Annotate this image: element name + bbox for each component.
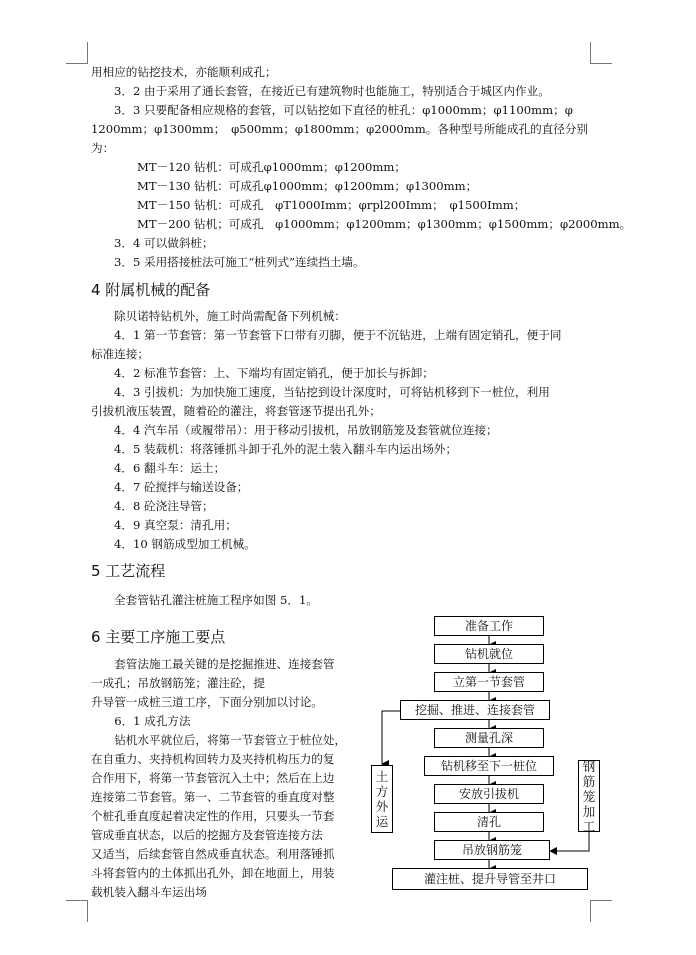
flow-step: 立第一节套管	[434, 672, 544, 692]
list-item: 4．4 汽车吊（或履带吊）：用于移动引拔机，吊放钢筋笼及套管就位连接；	[114, 423, 498, 437]
flow-step: 清孔	[434, 812, 544, 832]
section-heading-5: 5 工艺流程	[91, 562, 166, 580]
body-line: 全套管钻孔灌注桩施工程序如图 5．1。	[114, 593, 318, 607]
section-heading-6: 6 主要工序施工要点	[91, 628, 226, 646]
body-line: 套管法施工最关键的是挖掘推进、连接套管	[91, 657, 335, 671]
flow-side-box-cage	[578, 760, 600, 832]
side-char: 筋	[582, 773, 596, 789]
body-line: 1200mm；φ1300mm； φ500mm；φ1800mm；φ2000mm。各种型号所能成孔的直径分别	[91, 122, 589, 136]
body-line: 用相应的钻挖技术，亦能顺利成孔；	[91, 65, 277, 79]
body-line: 3．2 由于采用了通长套管，在接近已有建筑物时也能施工，特别适合于城区内作业。	[114, 84, 550, 98]
flow-step: 钻机移至下一桩位	[424, 756, 554, 776]
mt-line: MT－120 钻机：可成孔φ1000mm；φ1200mm；	[137, 160, 406, 174]
body-line: 在自重力、夹持机构回转力及夹持机构压力的复	[91, 752, 335, 766]
section-heading-4: 4 附属机械的配备	[91, 281, 211, 299]
side-char: 土	[375, 769, 389, 784]
body-line: 又适当，后续套管自然成垂直状态。利用落锤抓	[91, 847, 335, 861]
body-line: 3．3 只要配备相应规格的套管，可以钻挖如下直径的桩孔：φ1000mm；φ1100mm；φ	[114, 103, 573, 117]
side-char: 笼	[582, 788, 596, 804]
body-line: 升导管一成桩三道工序，下面分别加以讨论。	[91, 695, 323, 709]
body-line: 连接第二节套管。第一、二节套管的垂直度对整	[91, 790, 335, 804]
flow-arrow	[550, 832, 589, 851]
flow-step: 测量孔深	[434, 728, 544, 748]
list-item: 4．9 真空泵：清孔用；	[114, 518, 237, 532]
body-line: 为：	[91, 141, 115, 155]
side-char: 工	[582, 818, 596, 834]
side-char: 加	[582, 803, 596, 819]
side-char: 外	[375, 799, 389, 814]
body-line: 合作用下，将第一节套管沉入土中；然后在上边	[91, 771, 335, 785]
body-line: 钻机水平就位后，将第一节套管立于桩位处，	[91, 733, 347, 747]
flow-step: 钻机就位	[434, 644, 544, 664]
side-char: 方	[375, 784, 389, 799]
body-line: 载机装入翻斗车运出场	[91, 885, 207, 899]
list-item: 4．6 翻斗车：运土；	[114, 461, 226, 475]
body-line: 一成孔；吊放钢筋笼；灌注砼，提	[91, 676, 265, 690]
side-char: 运	[375, 814, 389, 829]
mt-line: MT－150 钻机：可成孔 φT1000Imm；φrpl200Imm； φ1500Imm；	[137, 198, 526, 212]
side-char: 钢	[582, 758, 596, 774]
flow-step: 准备工作	[434, 616, 544, 636]
list-item: 4．8 砼浇注导管；	[114, 499, 214, 513]
list-item-cont: 引拔机液压装置，随着砼的灌注，将套管逐节提出孔外；	[91, 404, 381, 418]
list-item: 4．7 砼搅拌与输送设备；	[114, 480, 249, 494]
mt-line: MT－130 钻机：可成孔φ1000mm；φ1200mm；φ1300mm；	[137, 179, 478, 193]
flow-step: 安放引拔机	[434, 784, 544, 804]
flow-step: 灌注桩、提升导管至井口	[392, 868, 588, 890]
flow-step: 吊放钢筋笼	[434, 840, 550, 860]
body-line: 6．1 成孔方法	[91, 714, 191, 728]
list-item-cont: 标准连接；	[91, 347, 149, 361]
flow-side-box-soil	[371, 765, 393, 833]
body-line: 个桩孔垂直度起着决定性的作用，只要头一节套	[91, 809, 335, 823]
list-item: 4．2 标准节套管：上、下端均有固定销孔，便于加长与拆卸；	[114, 366, 434, 380]
body-line: 斗将套管内的土体抓出孔外，卸在地面上，用装	[91, 866, 335, 880]
list-item: 4．5 装载机：将落锤抓斗卸于孔外的泥土装入翻斗车内运出场外；	[114, 442, 458, 456]
list-item: 4．10 钢筋成型加工机械。	[114, 537, 256, 551]
body-line: 3．5 采用搭接桩法可施工“桩列式”连续挡土墙。	[114, 255, 365, 269]
body-line: 3．4 可以做斜桩；	[114, 236, 214, 250]
flow-arrow	[382, 711, 400, 764]
body-line: 管成垂直状态，以后的挖掘方及套管连接方法	[91, 828, 323, 842]
body-line: 除贝诺特钻机外，施工时尚需配备下列机械：	[114, 309, 346, 323]
mt-line: MT－200 钻机；可成孔 φ1000mm；φ1200mm；φ1300mm；φ1500mm；φ2000mm。	[137, 217, 632, 231]
flow-step: 挖掘、推进、连接套管	[400, 700, 550, 720]
list-item: 4．1 第一节套管：第一节套管下口带有刃脚，便于不沉钻进，上端有固定销孔，便于同	[114, 328, 562, 342]
list-item: 4．3 引拔机：为加快施工速度，当钻挖到设计深度时，可将钻机移到下一桩位，利用	[114, 385, 550, 399]
